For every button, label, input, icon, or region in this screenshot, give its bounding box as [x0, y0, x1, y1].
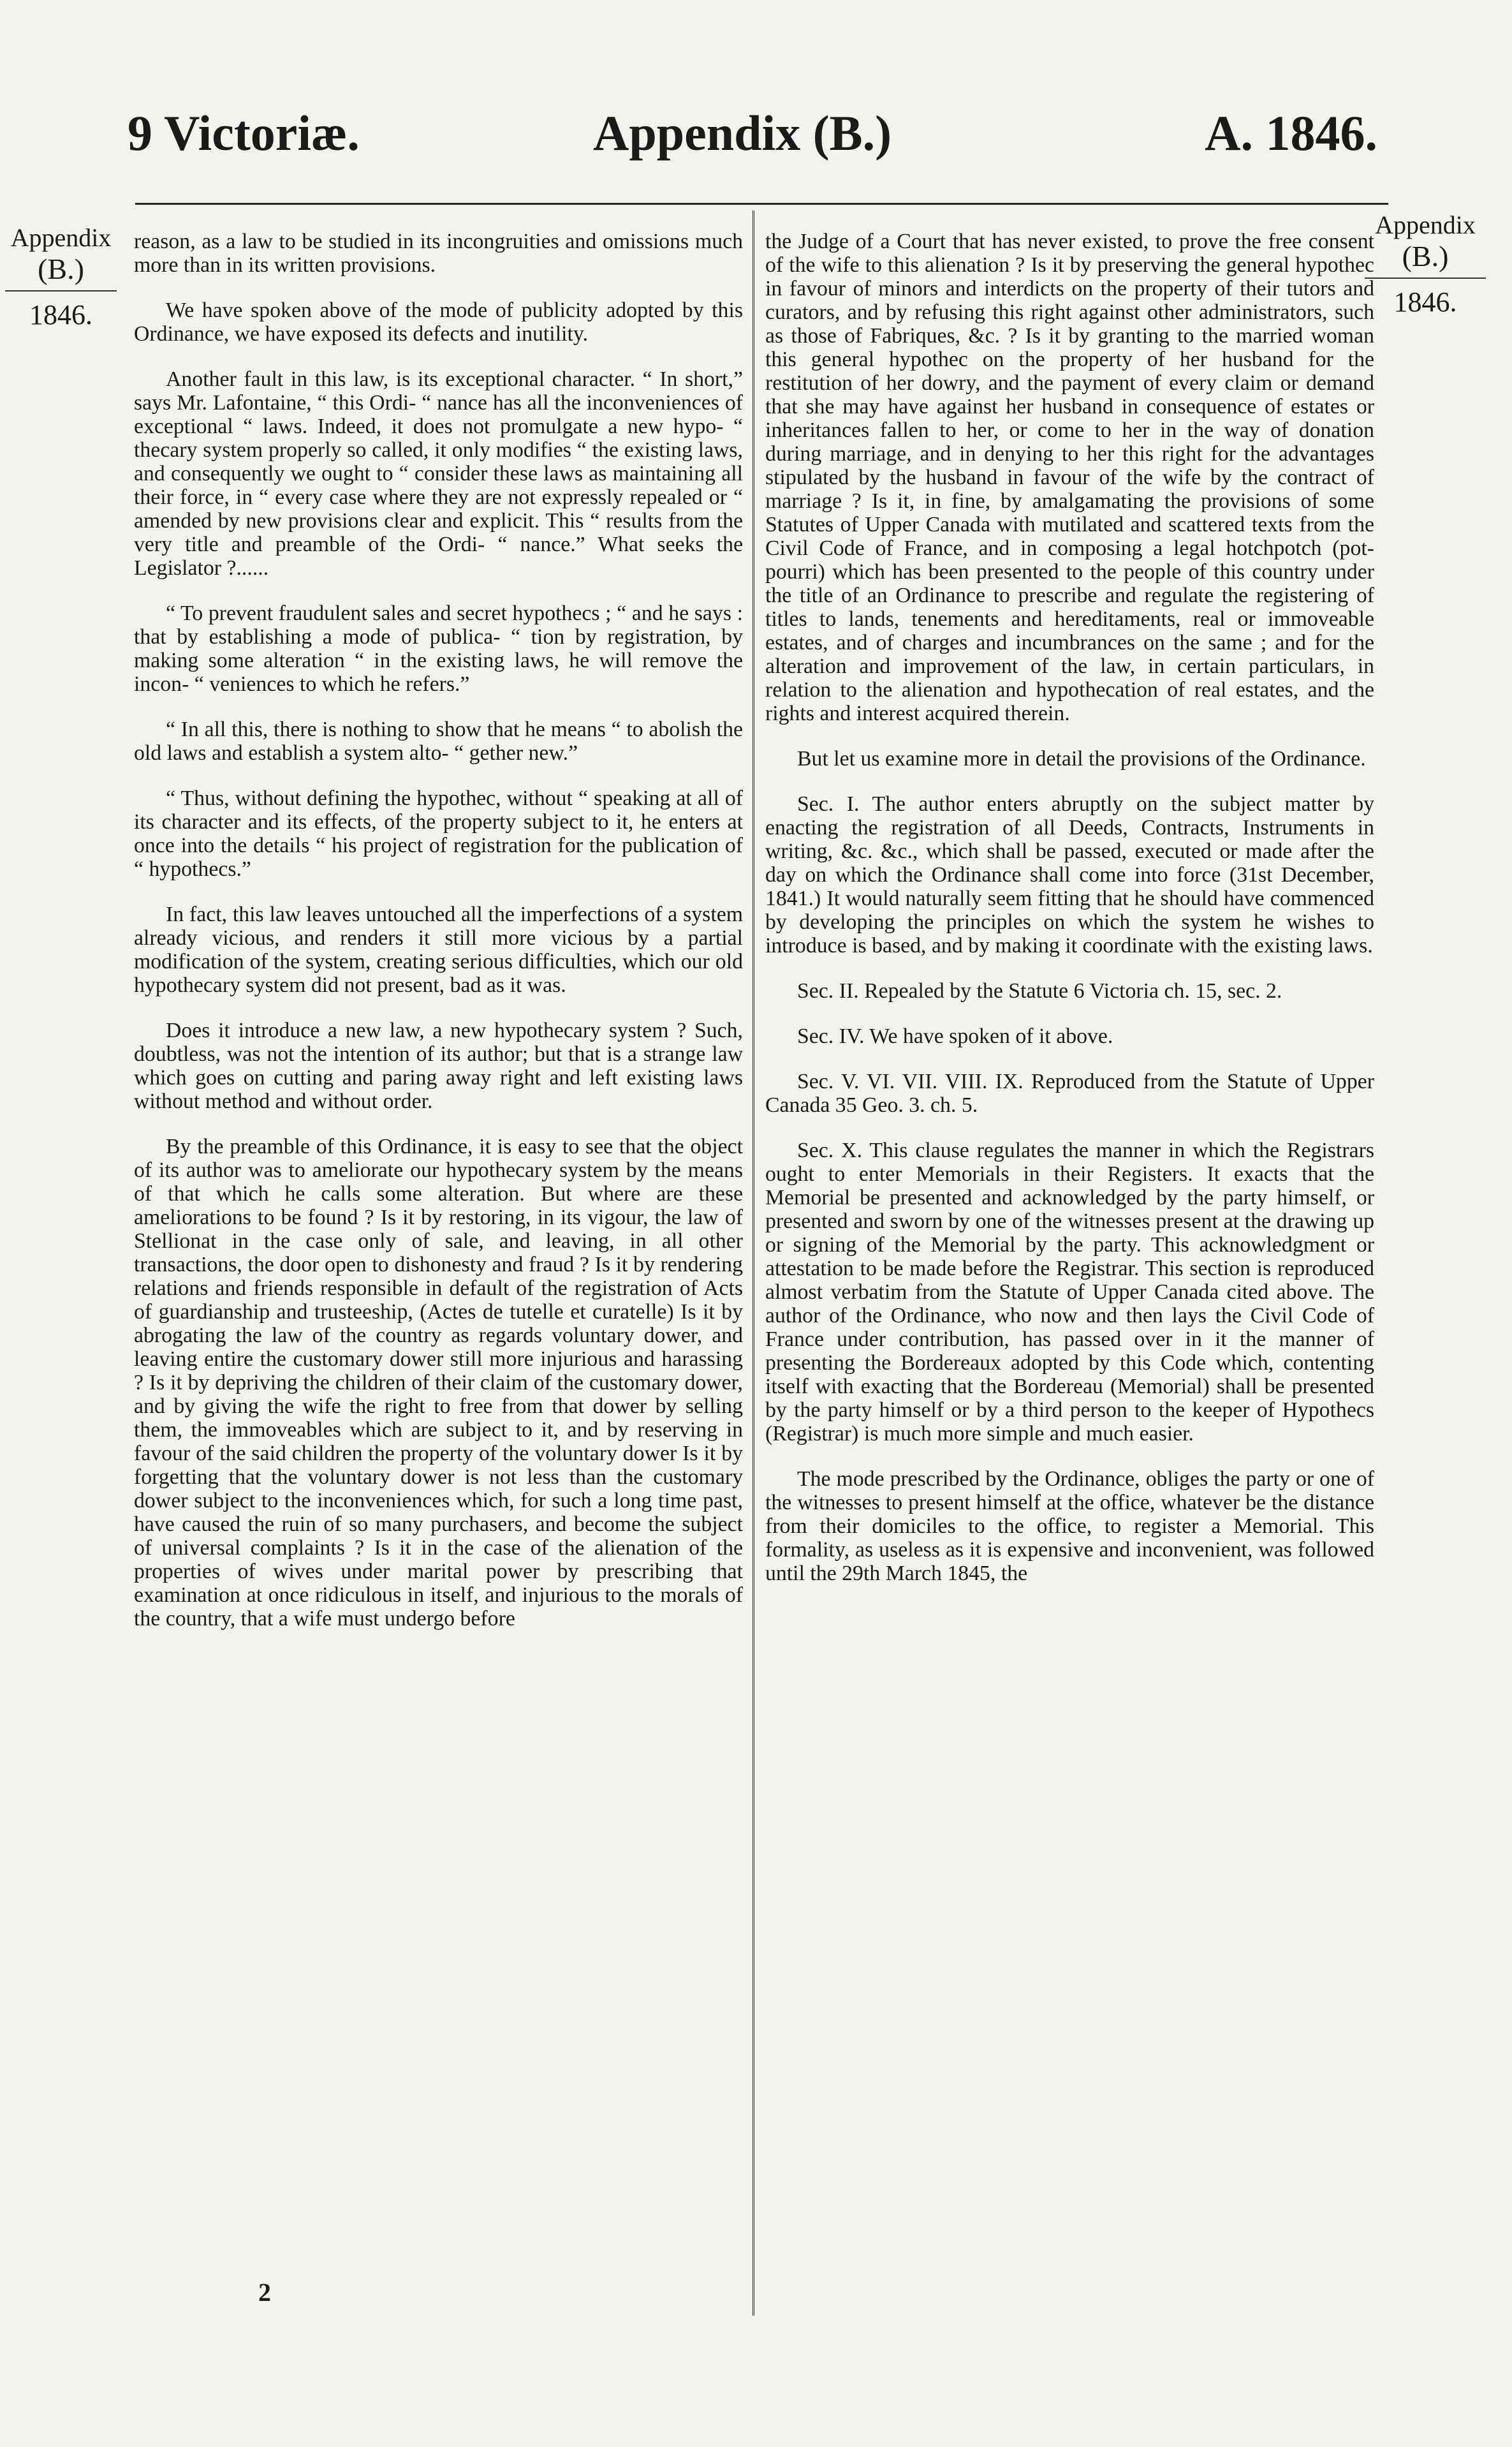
- margin-year: 1846.: [1393, 286, 1457, 318]
- paragraph: Sec. X. This clause regulates the manner in which the Registrars ought to enter Memorials in their Registers. It exacts that the Memorial be presented and acknowledged by the party himself, or presented and sworn by one of the witnesses present at the drawing up or signing of the Memorial by the party. This acknowledgment or attestation to be made before the Registrar. This section is reproduced almost verbatim from the Statute of Upper Canada cited above. The author of the Ordinance, who now and then lays the Civil Code of France under contribution, has passed over in it the manner of presenting the Bordereaux adopted by this Code which, contenting itself with exacting that the Bordereau (Memorial) shall be presented by the party himself or by a third person to the keeper of Hypothecs (Registrar) is much more simple and much easier.: [765, 1139, 1374, 1445]
- paragraph: “ To prevent fraudulent sales and secret hypothecs ; “ and he says : that by establishing a mode of publica- “ tion by registration, by making some alteration “ in the existing laws, he will remove the incon- “ veniences to which he refers.”: [134, 602, 743, 696]
- paragraph: Sec. II. Repealed by the Statute 6 Victoria ch. 15, sec. 2.: [797, 979, 1282, 1003]
- margin-paren: (B.): [5, 253, 117, 292]
- paragraph: reason, as a law to be studied in its incongruities and omissions much more than in its written provisions.: [134, 230, 743, 277]
- paragraph: But let us examine more in detail the provisions of the Ordinance.: [797, 747, 1366, 771]
- paragraph: Does it introduce a new law, a new hypothecary system ? Such, doubtless, was not the intention of its author; but that is a strange law which goes on cutting and paring away right and left existing laws without method and without order.: [134, 1019, 743, 1113]
- margin-year: 1846.: [29, 299, 92, 330]
- paragraph: Sec. IV. We have spoken of it above.: [797, 1024, 1113, 1048]
- page-number: 2: [258, 2278, 271, 2307]
- paragraph: “ Thus, without defining the hypothec, without “ speaking at all of its character and its effects, of the property subject to it, he enters at once into the details “ his project of registration for the publication of “ hypothecs.”: [134, 787, 743, 881]
- margin-note-left: [5, 223, 117, 331]
- margin-label: Appendix: [1375, 211, 1476, 239]
- running-header: [128, 105, 1403, 185]
- paragraph: In fact, this law leaves untouched all the imperfections of a system already vicious, and renders it still more vicious by a partial modification of the system, creating serious difficulties, which our old hypothecary system did not present, bad as it was.: [134, 903, 743, 997]
- paragraph: The mode prescribed by the Ordinance, obliges the party or one of the witnesses to present himself at the office, whatever be the distance from their domiciles to the office, to register a Memorial. This formality, as useless as it is expensive and inconvenient, was followed until the 29th March 1845, the: [765, 1467, 1374, 1585]
- margin-note-right: [1365, 211, 1486, 318]
- paragraph: the Judge of a Court that has never existed, to prove the free consent of the wife to this alienation ? Is it by preserving the general hypothec in favour of minors and interdicts on the property of their tutors and curators, and by refusing this right against other administrators, such as those of Fabriques, &c. ? Is it by granting to the married woman this general hypothec on the property of her husband for the restitution of her dowry, and the payment of every claim or demand that she may have against her husband in consequence of estates or inheritances fallen to her, or come to her in the way of donation during marriage, and in denying to her this right for the advantages stipulated by the husband in favour of the wife by the contract of marriage ? Is it, in fine, by amalgamating the provisions of some Statutes of Upper Canada with mutilated and scattered texts from the Civil Code of France, and in composing a legal hotchpotch (pot-pourri) which has been presented to the people of this country under the title of an Ordinance to prescribe and regulate the registering of titles to lands, tenements and hereditaments, real or immoveable estates, and of charges and incumbrances on the same ; and for the alteration and improvement of the law, in certain particulars, in relation to the alienation and hypothecation of real estates, and the rights and interest acquired therein.: [765, 230, 1374, 725]
- paragraph: “ In all this, there is nothing to show that he means “ to abolish the old laws and establish a system alto- “ gether new.”: [134, 718, 743, 765]
- header-rule: [135, 203, 1388, 205]
- paragraph: Sec. I. The author enters abruptly on the subject matter by enacting the registration of all Deeds, Contracts, Instruments in writing, &c. &c., which shall be passed, executed or made after the day on which the Ordinance shall come into force (31st December, 1841.) It would naturally seem fitting that he should have commenced by developing the principles on which the system he wishes to introduce is based, and by making it coordinate with the existing laws.: [765, 792, 1374, 957]
- margin-label: Appendix: [10, 223, 112, 252]
- paragraph: By the preamble of this Ordinance, it is easy to see that the object of its author was to ameliorate our hypothecary system by the means of that which he calls some alteration. But where are these ameliorations to be found ? Is it by restoring, in its vigour, the law of Stellionat in the case only of sale, and leaving, in all other transactions, the door open to dishonesty and fraud ? Is it by rendering relations and friends responsible in default of the registration of Acts of guardianship and trusteeship, (Actes de tutelle et curatelle) Is it by abrogating the law of the country as regards voluntary dower, and leaving entire the customary dower still more injurious and harassing ? Is it by depriving the children of their claim of the customary dower, and by giving the wife the right to free from that dower by selling them, the immoveables which are subject to it, and by reserving in favour of the said children the property of the voluntary dower Is it by forgetting that the voluntary dower is not less than the customary dower subject to the inconveniences which, for such a long time past, have caused the ruin of so many purchasers, and become the subject of universal complaints ? Is it in the case of the alienation of the properties of wives under marital power by prescribing that examination at once ridiculous in itself, and injurious to the morals of the country, that a wife must undergo before: [134, 1135, 743, 1630]
- paragraph: Another fault in this law, is its exceptional character. “ In short,” says Mr. Lafontaine, “ this Ordi- “ nance has all the inconveniences of exceptional “ laws. Indeed, it does not promulgate a new hypo- “ thecary system properly so called, it only modifies “ the existing laws, and consequently we ought to “ consider these laws as maintaining all their force, in “ every case where they are not expressly repealed or “ amended by new provisions clear and explicit. This “ results from the very title and preamble of the Ordi- “ nance.” What seeks the Legislator ?......: [134, 367, 743, 580]
- header-year: A. 1846.: [1205, 105, 1377, 161]
- left-column: [134, 230, 743, 1652]
- margin-paren: (B.): [1365, 240, 1486, 279]
- header-session: 9 Victoriæ.: [128, 105, 360, 161]
- paragraph: Sec. V. VI. VII. VIII. IX. Reproduced from the Statute of Upper Canada 35 Geo. 3. ch. 5.: [765, 1070, 1374, 1117]
- column-divider: [752, 211, 754, 2316]
- right-column: [765, 230, 1374, 1607]
- header-appendix: Appendix (B.): [593, 105, 892, 161]
- paragraph: We have spoken above of the mode of publicity adopted by this Ordinance, we have exposed its defects and inutility.: [134, 299, 743, 346]
